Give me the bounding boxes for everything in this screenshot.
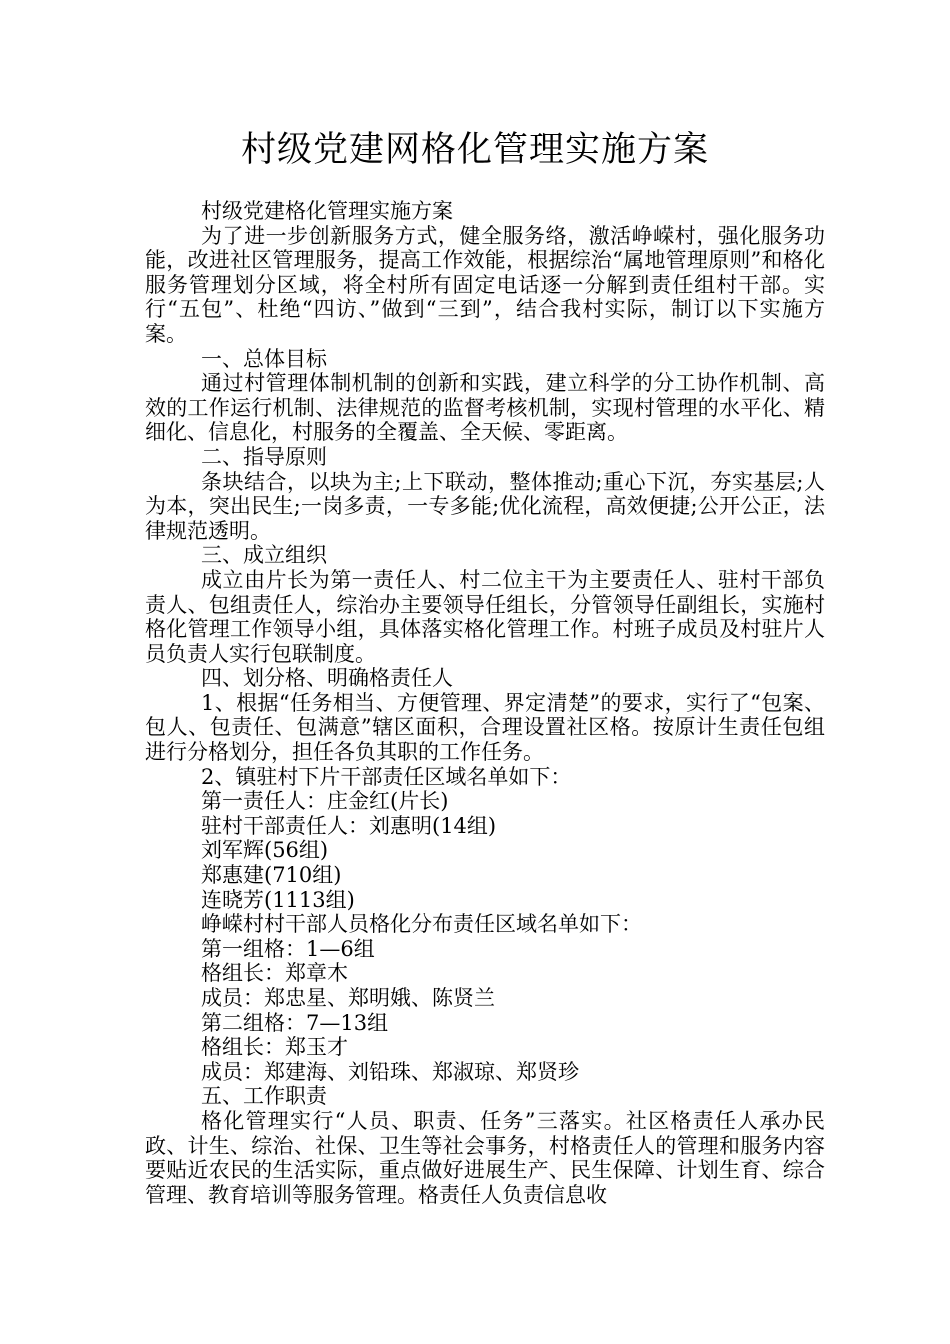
paragraph: 二、指导原则 <box>201 444 327 469</box>
paragraph: 刘军辉(56组) <box>201 838 329 863</box>
paragraph: 成员：郑忠星、郑明娥、陈贤兰 <box>201 986 495 1010</box>
paragraph: 第一责任人：庄金红(片长) <box>201 789 449 814</box>
paragraph: 第二组格：7—13组 <box>201 1010 389 1035</box>
paragraph: 格化管理实行“人员、职责、任务”三落实。社区格责任人承办民政、计生、综治、社保、卫生等社会事务，村格责任人的管理和服务内容要贴近农民的生活实际，重点做好进展生产、民生保障、计划生育、综合管理、教育培训等服务管理。格责任人负责信息收 <box>145 1108 825 1207</box>
paragraph: 郑惠建(710组) <box>201 863 342 888</box>
paragraph: 村级党建格化管理实施方案 <box>201 199 453 223</box>
paragraph: 2、镇驻村下片干部责任区域名单如下： <box>201 764 572 789</box>
paragraph: 三、成立组织 <box>201 543 327 568</box>
paragraph: 通过村管理体制机制的创新和实践，建立科学的分工协作机制、高效的工作运行机制、法律规范的监督考核机制，实现村管理的水平化、精细化、信息化，村服务的全覆盖、全天候、零距离。 <box>145 371 825 445</box>
paragraph: 驻村干部责任人：刘惠明(14组) <box>201 813 497 838</box>
paragraph: 1、根据“任务相当、方便管理、界定清楚”的要求，实行了“包案、包人、包责任、包满意”辖区面积，合理设置社区格。按原计生责任包组进行分格划分，担任各负其职的工作任务。 <box>145 690 825 765</box>
paragraph: 成员：郑建海、刘铅珠、郑淑琼、郑贤珍 <box>201 1059 579 1084</box>
paragraph: 条块结合，以块为主;上下联动，整体推动;重心下沉，夯实基层;人为本，突出民生;一岗多责，一专多能;优化流程，高效便捷;公开公正，法律规范透明。 <box>145 469 825 543</box>
paragraph: 四、划分格、明确格责任人 <box>201 666 453 691</box>
paragraph: 连晓芳(1113组) <box>201 887 355 912</box>
paragraph: 格组长：郑玉才 <box>201 1035 348 1060</box>
paragraph: 一、总体目标 <box>201 346 327 371</box>
paragraph: 为了进一步创新服务方式，健全服务络，激活峥嵘村，强化服务功能，改进社区管理服务，提高工作效能，根据综治“属地管理原则”和格化服务管理划分区域，将全村所有固定电话逐一分解到责任组村干部。实行“五包”、杜绝“四访、”做到“三到”，结合我村实际，制订以下实施方案。 <box>145 223 825 346</box>
document-body <box>145 199 825 1207</box>
paragraph: 第一组格：1—6组 <box>201 936 375 961</box>
document-title: 村级党建网格化管理实施方案 <box>240 130 709 170</box>
paragraph: 五、工作职责 <box>201 1084 327 1109</box>
paragraph: 格组长：郑章木 <box>201 961 348 986</box>
paragraph: 峥嵘村村干部人员格化分布责任区域名单如下： <box>201 912 642 937</box>
paragraph: 成立由片长为第一责任人、村二位主干为主要责任人、驻村干部负责人、包组责任人，综治办主要领导任组长，分管领导任副组长，实施村格化管理工作领导小组，具体落实格化管理工作。村班子成员及村驻片人员负责人实行包联制度。 <box>145 567 825 666</box>
